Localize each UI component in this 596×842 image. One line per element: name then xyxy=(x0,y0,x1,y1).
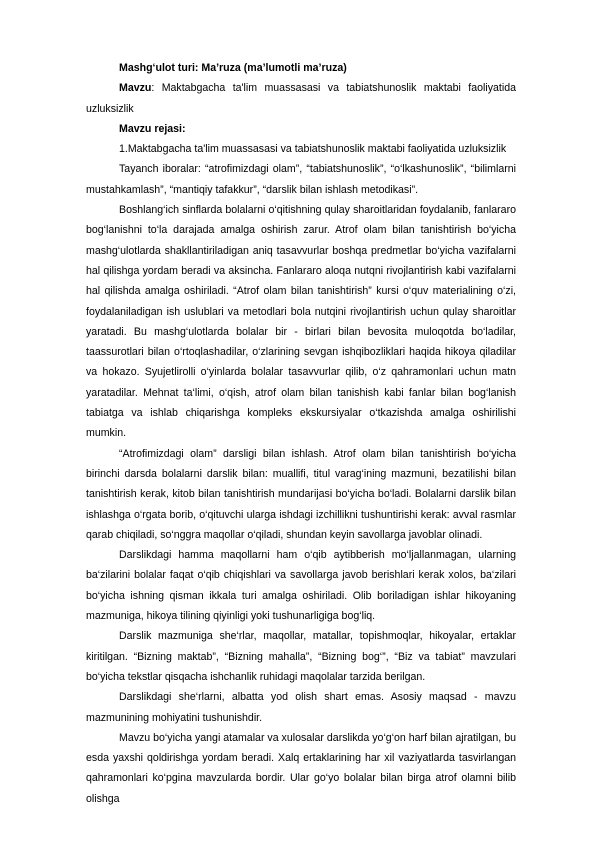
key-terms-paragraph: Tayanch iboralar: “atrofimizdagi olam”, “tabiatshunoslik”, “o‘lkashunoslik”, “bilimlarni mustahkamlash”, “mantiqiy tafakkur”, “darslik bilan ishlash metodikasi”. xyxy=(86,163,516,196)
topic-line xyxy=(86,78,516,119)
lesson-type-heading: Mashg‘ulot turi: Ma’ruza (ma’lumotli ma’ruza) xyxy=(119,62,347,74)
body-paragraph: Boshlang‘ich sinflarda bolalarni o‘qitishning qulay sharoitlaridan foydalanib, fanlararo bog‘lanishni to‘la darajada amalga oshirish zarur. Atrof olam bilan tanishtirish bo‘yicha mashg‘ulotlarda shakllantiriladigan aniq tasavvurlar boshqa predmetlar bo‘yicha vazifalarni hal qilishga yordam beradi va aksincha. Fanlararo aloqa nutqni rivojlantirish kabi vazifalarni hal qilishda amalga oshiriladi. “Atrof olam bilan tanishtirish” kursi o‘quv materialining o‘zi, foydalaniladigan ish uslublari va metodlari bola nutqini rivojlantirish uchun qulay sharoitlar yaratadi. Bu mashg‘ulotlarda bolalar bir - birlari bilan bevosita muloqotda bo‘ladilar, taassurotlari bilan o‘rtoqlashadilar, o‘zlarining sevgan ishqibozliklari haqida hikoya qiladilar va hokazo. Syujetlirolli o‘yinlarda bolalar tasavvurlar qilib, o‘z qahramonlari uchun matn yaratadilar. Mehnat ta‘limi, o‘qish, atrof olam bilan tanishish kabi fanlar bilan bog‘lanish tabiatga va ishlab chiqarishga kompleks ekskursiyalar o‘tkazishda amalga oshirilishi mumkin. xyxy=(86,204,516,440)
body-paragraph: Mavzu bo‘yicha yangi atamalar va xulosalar darslikda yo‘g‘on harf bilan ajratilgan, bu esda yaxshi qoldirishga yordam beradi. Xalq ertaklarining har xil vaziyatlarda tasvirlangan qahramonlari ko‘pgina mavzularda bordir. Ular go‘yo bolalar bilan birga atrof olamni bilib olishga xyxy=(86,731,516,805)
topic-text: : Maktabgacha ta'lim muassasasi va tabiatshunoslik maktabi faoliyatida uzluksizlik xyxy=(86,82,516,115)
plan-heading: Mavzu rejasi: xyxy=(119,122,186,135)
body-paragraph: Darslikdagi hamma maqollarni ham o‘qib aytibberish mo‘ljallanmagan, ularning ba‘zilarini bolalar faqat o‘qib chiqishlari va savollarga javob berishlari kerak xolos, ba‘zilari bo‘yicha ishning qisman ikkala turi amalga oshiriladi. Olib boriladigan ishlar hikoyaning mazmuniga, hikoya tilining qiyinligi yoki tushunarligiga bog‘liq. xyxy=(86,549,516,623)
body-paragraph: “Atrofimizdagi olam” darsligi bilan ishlash. Atrof olam bilan tanishtirish bo‘yicha birinchi darsda bolalarni darslik bilan: muallifi, titul varag‘ining mazmuni, bezatilishi bilan tanishtirish kerak, kitob bilan tanishtirish mundarijasi bo‘yicha bo‘ladi. Bolalarni darslik bilan ishlashga o‘rgata borib, o‘qituvchi ularga ishdagi izchillikni tushuntirishi kerak: avval rasmlar qarab chiqiladi, so‘nggra maqollar o‘qiladi, shundan keyin savollarga javoblar olinadi. xyxy=(86,447,516,541)
topic-label: Mavzu xyxy=(119,82,152,95)
document-page xyxy=(86,58,516,809)
body-paragraph: Darslikdagi she‘rlarni, albatta yod olish shart emas. Asosiy maqsad - mavzu mazmunining mohiyatini tushunishdir. xyxy=(86,691,516,724)
plan-item: 1.Maktabgacha ta'lim muassasasi va tabiatshunoslik maktabi faoliyatida uzluksizlik xyxy=(119,143,507,156)
body-paragraph: Darslik mazmuniga she‘rlar, maqollar, matallar, topishmoqlar, hikoyalar, ertaklar kiritilgan. “Bizning maktab”, “Bizning mahalla”, “Bizning bog‘”, “Biz va tabiat” mavzulari bo‘yicha tekstlar qisqacha ishchanlik ruhidagi maqolalar tarzida berilgan. xyxy=(86,630,516,683)
